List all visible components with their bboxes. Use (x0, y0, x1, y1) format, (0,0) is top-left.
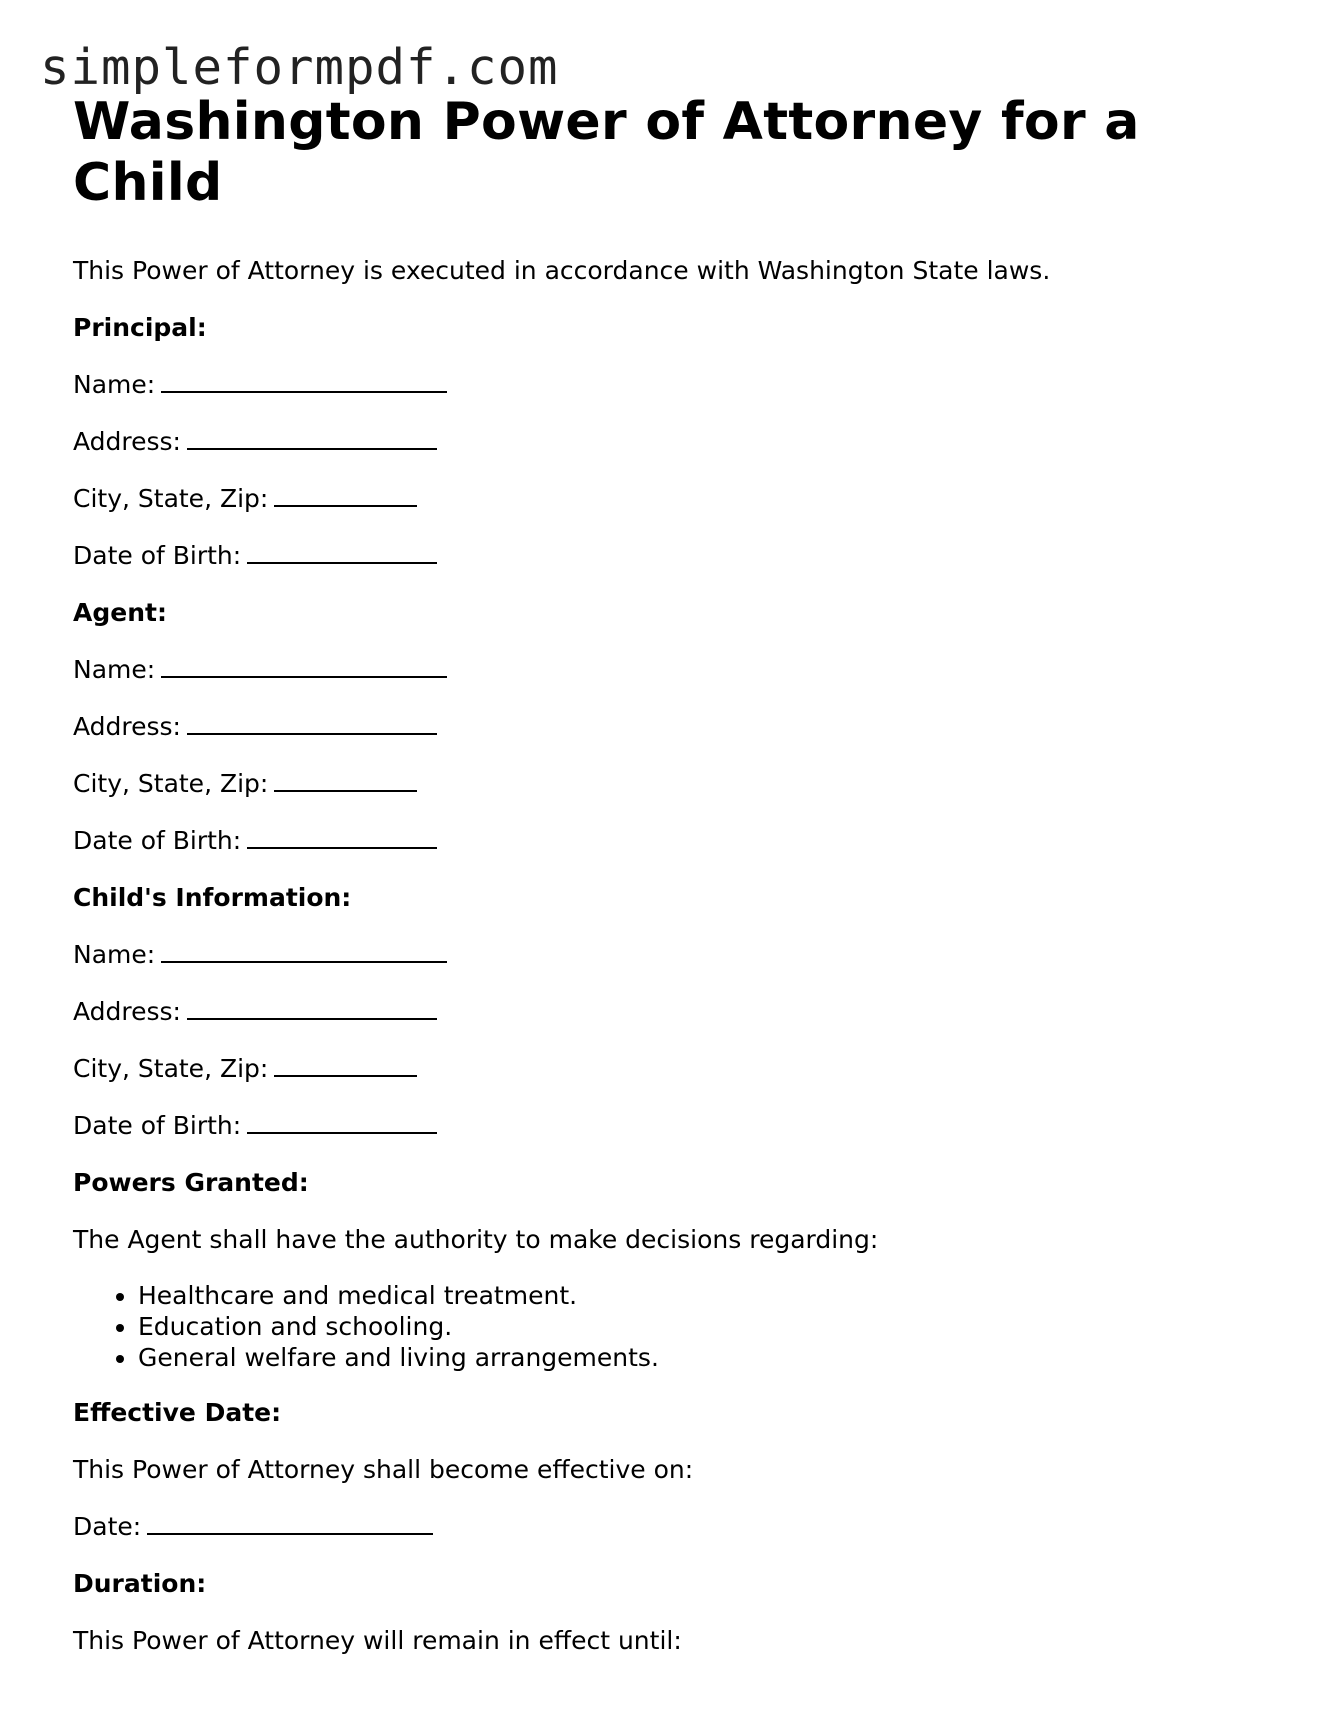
principal-name-label: Name: (73, 370, 156, 399)
agent-name-row (73, 653, 1253, 687)
powers-heading: Powers Granted: (73, 1168, 309, 1197)
powers-list (73, 1280, 1253, 1373)
principal-city-label: City, State, Zip: (73, 484, 269, 513)
effective-date-field[interactable] (147, 1511, 433, 1535)
child-address-row (73, 995, 1253, 1029)
child-address-label: Address: (73, 997, 181, 1026)
agent-city-row (73, 767, 1253, 801)
agent-dob-field[interactable] (247, 825, 437, 849)
child-name-row (73, 938, 1253, 972)
child-city-field[interactable] (274, 1053, 417, 1077)
agent-dob-label: Date of Birth: (73, 826, 242, 855)
agent-city-field[interactable] (274, 768, 417, 792)
agent-address-row (73, 710, 1253, 744)
list-item: • Education and schooling. (138, 1311, 1253, 1342)
powers-intro: The Agent shall have the authority to make decisions regarding: (73, 1225, 879, 1254)
list-item: • General welfare and living arrangements. (138, 1342, 1253, 1373)
duration-text: This Power of Attorney will remain in effect until: (73, 1626, 682, 1655)
child-dob-row (73, 1109, 1253, 1143)
child-name-label: Name: (73, 940, 156, 969)
list-item: • Healthcare and medical treatment. (138, 1280, 1253, 1311)
principal-name-row (73, 368, 1253, 402)
agent-city-label: City, State, Zip: (73, 769, 269, 798)
child-city-row (73, 1052, 1253, 1086)
principal-address-field[interactable] (187, 426, 437, 450)
intro-text: This Power of Attorney is executed in accordance with Washington State laws. (73, 256, 1051, 285)
principal-dob-row (73, 539, 1253, 573)
principal-address-label: Address: (73, 427, 181, 456)
agent-heading: Agent: (73, 598, 167, 627)
duration-heading: Duration: (73, 1569, 207, 1598)
agent-dob-row (73, 824, 1253, 858)
watermark: simpleformpdf.com (40, 39, 559, 96)
child-address-field[interactable] (187, 996, 437, 1020)
child-name-field[interactable] (161, 939, 447, 963)
child-city-label: City, State, Zip: (73, 1054, 269, 1083)
principal-city-row (73, 482, 1253, 516)
effective-date-row (73, 1510, 1253, 1544)
principal-dob-field[interactable] (247, 540, 437, 564)
child-dob-field[interactable] (247, 1110, 437, 1134)
effective-heading: Effective Date: (73, 1398, 282, 1427)
agent-address-label: Address: (73, 712, 181, 741)
effective-text: This Power of Attorney shall become effective on: (73, 1455, 694, 1484)
principal-heading: Principal: (73, 313, 207, 342)
document (73, 92, 1253, 1681)
principal-name-field[interactable] (161, 369, 447, 393)
agent-name-label: Name: (73, 655, 156, 684)
effective-date-label: Date: (73, 1512, 142, 1541)
principal-dob-label: Date of Birth: (73, 541, 242, 570)
agent-address-field[interactable] (187, 711, 437, 735)
child-heading: Child's Information: (73, 883, 352, 912)
principal-city-field[interactable] (274, 483, 417, 507)
agent-name-field[interactable] (161, 654, 447, 678)
child-dob-label: Date of Birth: (73, 1111, 242, 1140)
principal-address-row (73, 425, 1253, 459)
page-title: Washington Power of Attorney for a Child (73, 92, 1140, 213)
